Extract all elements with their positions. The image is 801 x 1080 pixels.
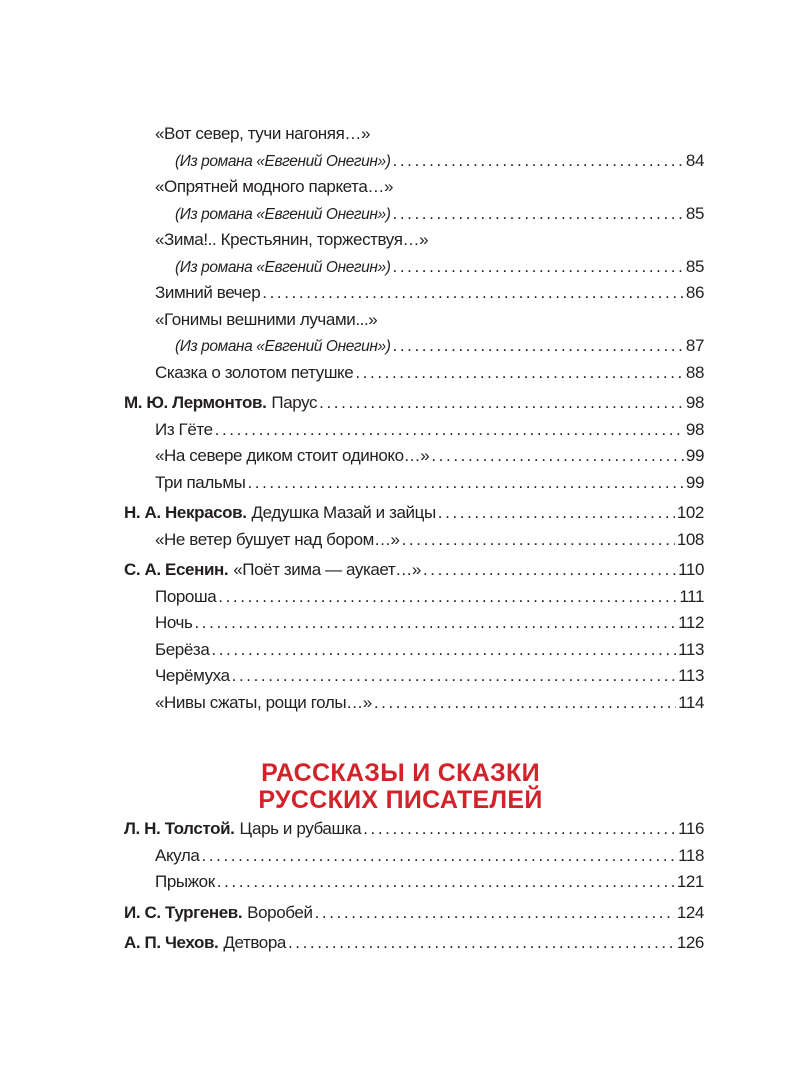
toc-entry[interactable] bbox=[124, 446, 704, 473]
toc-entry-page: 124 bbox=[676, 902, 704, 922]
toc-entry-page: 118 bbox=[678, 845, 704, 865]
toc-entry[interactable] bbox=[124, 560, 704, 587]
toc-entry-title: Дедушка Мазай и зайцы bbox=[251, 503, 436, 522]
toc-entry-author: А. П. Чехов. bbox=[124, 933, 219, 952]
dot-leader bbox=[319, 393, 684, 413]
toc-entry-page: 116 bbox=[678, 819, 704, 838]
toc-entry-page: 88 bbox=[685, 362, 704, 382]
toc-entry-title: «Вот север, тучи нагоняя…» bbox=[155, 124, 371, 143]
toc-entry-page: 85 bbox=[685, 203, 704, 223]
toc-entry-page: 126 bbox=[676, 933, 704, 952]
section-heading bbox=[0, 760, 801, 814]
toc-entry[interactable] bbox=[124, 846, 704, 873]
section-heading-line-1: РАССКАЗЫ И СКАЗКИ bbox=[261, 759, 540, 787]
toc-entry-page: 85 bbox=[685, 256, 704, 276]
toc-entry-title: Из Гёте bbox=[155, 419, 213, 439]
toc-entry-title: (Из романа «Евгений Онегин») bbox=[175, 338, 391, 355]
dot-leader bbox=[393, 336, 684, 356]
dot-leader bbox=[288, 933, 675, 953]
toc-entry-title: (Из романа «Евгений Онегин») bbox=[175, 258, 391, 276]
toc-entry-page: 86 bbox=[685, 283, 704, 302]
toc-entry-page: 87 bbox=[685, 336, 704, 355]
toc-entry-author: М. Ю. Лермонтов. bbox=[124, 393, 267, 412]
dot-leader bbox=[194, 613, 676, 633]
dot-leader bbox=[393, 151, 684, 171]
toc-entry-title: «Опрятней модного паркета…» bbox=[155, 177, 394, 196]
dot-leader bbox=[374, 693, 676, 713]
toc-entry-author: Н. А. Некрасов. bbox=[124, 503, 247, 522]
toc-entry-title: «Поёт зима — аукает…» bbox=[233, 560, 421, 579]
dot-leader bbox=[355, 363, 684, 383]
toc-entry-page: 114 bbox=[678, 692, 704, 712]
toc-entry[interactable] bbox=[124, 204, 704, 231]
toc-entry-author: С. А. Есенин. bbox=[124, 560, 229, 579]
dot-leader bbox=[201, 846, 676, 866]
toc-entry[interactable] bbox=[124, 283, 704, 310]
dot-leader bbox=[217, 872, 675, 892]
dot-leader bbox=[232, 666, 676, 686]
toc-entry-title: Пороша bbox=[155, 586, 217, 606]
toc-entry-page: 112 bbox=[678, 613, 704, 632]
toc-entry-page: 113 bbox=[678, 666, 704, 685]
toc-entry[interactable] bbox=[124, 666, 704, 693]
toc-entry[interactable] bbox=[124, 420, 704, 447]
toc-entry[interactable] bbox=[124, 640, 704, 667]
toc-entry-title: Царь и рубашка bbox=[239, 819, 362, 838]
toc-entry[interactable] bbox=[124, 872, 704, 899]
toc-entry[interactable] bbox=[124, 310, 704, 337]
toc-entry[interactable] bbox=[124, 693, 704, 720]
toc-entry[interactable] bbox=[124, 933, 704, 960]
toc-entry-page: 98 bbox=[685, 419, 704, 439]
table-of-contents-part-1 bbox=[124, 124, 704, 719]
toc-entry-page: 99 bbox=[685, 446, 704, 465]
toc-entry[interactable] bbox=[124, 613, 704, 640]
toc-entry-page: 84 bbox=[685, 150, 704, 170]
toc-entry-title: (Из романа «Евгений Онегин») bbox=[175, 152, 391, 170]
toc-entry[interactable] bbox=[124, 819, 704, 846]
toc-entry-title: Зимний вечер bbox=[155, 283, 261, 302]
section-heading-line-2: РУССКИХ ПИСАТЕЛЕЙ bbox=[258, 786, 543, 814]
toc-entry-title: Три пальмы bbox=[155, 472, 246, 492]
toc-entry[interactable] bbox=[124, 903, 704, 930]
toc-entry-title: «На севере диком стоит одиноко…» bbox=[155, 446, 430, 465]
dot-leader bbox=[247, 473, 683, 493]
toc-entry-title: «Нивы сжаты, рощи голы…» bbox=[155, 692, 372, 712]
dot-leader bbox=[438, 503, 675, 523]
dot-leader bbox=[262, 283, 684, 303]
toc-entry[interactable] bbox=[124, 177, 704, 204]
toc-entry-page: 98 bbox=[685, 393, 704, 412]
toc-entry-title: «Зима!.. Крестьянин, торжествуя…» bbox=[155, 230, 429, 249]
toc-entry[interactable] bbox=[124, 336, 704, 363]
toc-entry[interactable] bbox=[124, 393, 704, 420]
toc-entry-title: (Из романа «Евгений Онегин») bbox=[175, 205, 391, 223]
toc-entry[interactable] bbox=[124, 503, 704, 530]
toc-entry-title: «Гонимы вешними лучами...» bbox=[155, 309, 378, 329]
toc-entry[interactable] bbox=[124, 530, 704, 557]
toc-entry-page: 110 bbox=[678, 560, 704, 579]
dot-leader bbox=[363, 819, 676, 839]
toc-entry-title: Сказка о золотом петушке bbox=[155, 362, 354, 382]
toc-entry[interactable] bbox=[124, 257, 704, 284]
dot-leader bbox=[218, 587, 677, 607]
dot-leader bbox=[423, 560, 676, 580]
toc-entry[interactable] bbox=[124, 473, 704, 500]
toc-entry-page: 121 bbox=[676, 872, 704, 891]
toc-entry-page: 99 bbox=[685, 472, 704, 492]
dot-leader bbox=[215, 420, 684, 440]
toc-entry-page: 102 bbox=[676, 503, 704, 522]
toc-entry-title: Парус bbox=[271, 393, 318, 412]
dot-leader bbox=[393, 204, 684, 224]
toc-entry-title: «Не ветер бушует над бором…» bbox=[155, 529, 400, 549]
dot-leader bbox=[211, 640, 676, 660]
toc-entry[interactable] bbox=[124, 363, 704, 390]
toc-entry-title: Детвора bbox=[223, 933, 286, 952]
toc-entry-title: Ночь bbox=[155, 613, 193, 632]
dot-leader bbox=[315, 903, 675, 923]
toc-entry-title: Воробей bbox=[247, 902, 313, 922]
toc-entry-title: Черёмуха bbox=[155, 666, 230, 685]
dot-leader bbox=[393, 257, 684, 277]
dot-leader bbox=[431, 446, 684, 466]
toc-entry-author: Л. Н. Толстой. bbox=[124, 819, 235, 838]
toc-entry-title: Акула bbox=[155, 845, 200, 865]
dot-leader bbox=[402, 530, 675, 550]
toc-entry[interactable] bbox=[124, 151, 704, 178]
toc-entry[interactable] bbox=[124, 587, 704, 614]
toc-entry-author: И. С. Тургенев. bbox=[124, 902, 243, 922]
toc-entry-title: Берёза bbox=[155, 639, 210, 659]
toc-entry-page: 113 bbox=[678, 639, 704, 659]
toc-entry-title: Прыжок bbox=[155, 872, 215, 891]
toc-entry-page: 111 bbox=[679, 586, 704, 606]
table-of-contents-part-2 bbox=[124, 819, 704, 960]
toc-entry[interactable] bbox=[124, 230, 704, 257]
toc-entry-page: 108 bbox=[676, 529, 704, 549]
toc-entry[interactable] bbox=[124, 124, 704, 151]
